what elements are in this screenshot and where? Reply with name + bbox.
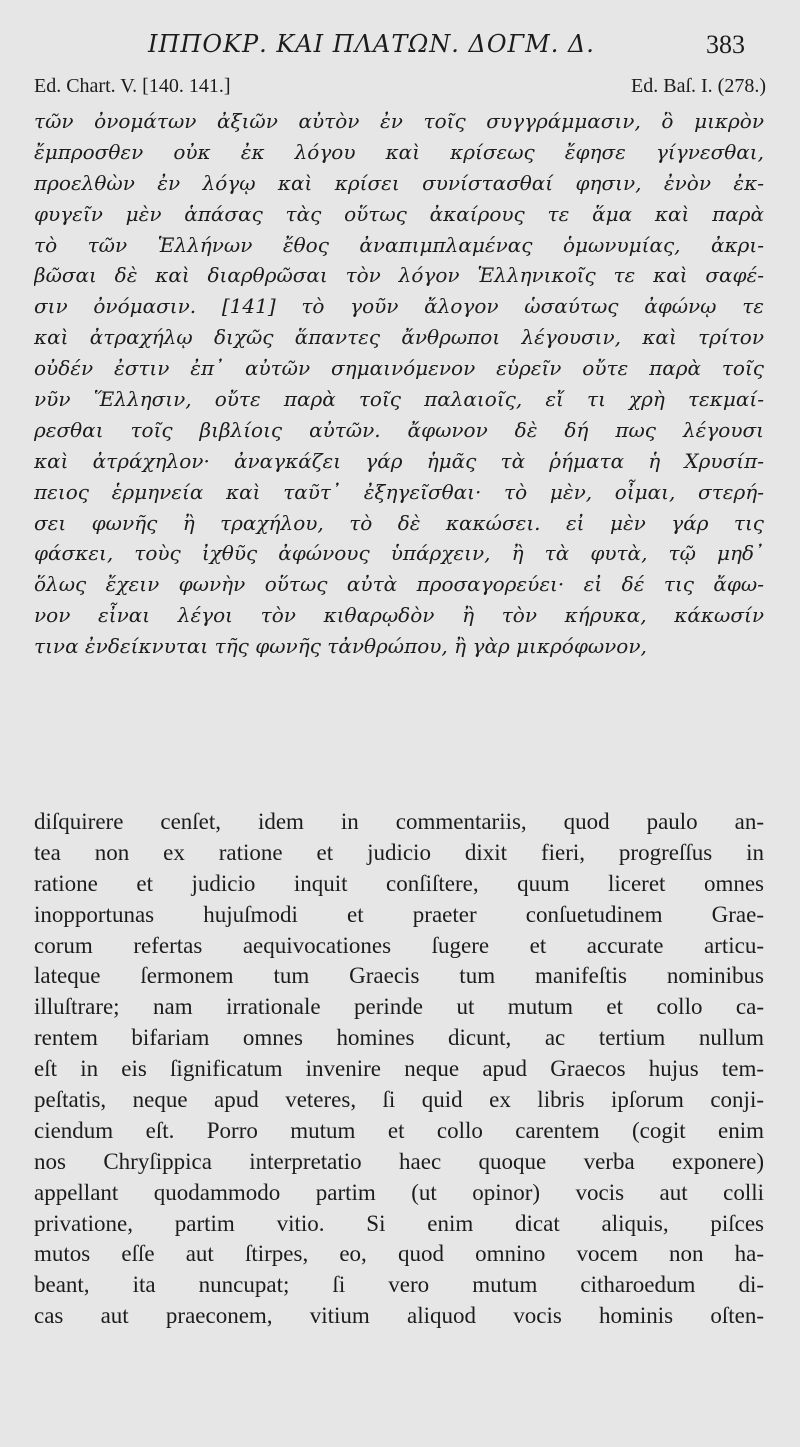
greek-text-line: πειος ἑρμηνεία καὶ ταῦτ᾽ ἐξηγεῖσθαι· τὸ μὲν, οἶμαι, στερή- <box>34 479 764 504</box>
latin-text-line: illuſtrare; nam irrationale perinde ut mutum et collo ca- <box>34 994 764 1020</box>
latin-text-line: diſquirere cenſet, idem in commentariis, quod paulo an- <box>34 809 764 834</box>
latin-text-line: privatione, partim vitio. Si enim dicat aliquis, piſces <box>34 1210 764 1236</box>
latin-text-block <box>34 807 764 1332</box>
greek-text-line: οὐδέν ἐστιν ἐπ᾽ αὐτῶν σημαινόμενον εὑρεῖν οὔτε παρὰ τοῖς <box>34 356 764 381</box>
greek-text-line: σει φωνῆς ἢ τραχήλου, τὸ δὲ κακώσει. εἰ μὲν γάρ τις <box>34 510 764 535</box>
latin-text-line: beant, ita nuncupat; ſi vero mutum citharoedum di- <box>34 1272 764 1298</box>
latin-text-line: peſtatis, neque apud veteres, ſi quid ex libris ipſorum conji- <box>34 1087 764 1113</box>
greek-text-line: ὅλως ἔχειν φωνὴν οὕτως αὐτὰ προσαγορεύει· εἰ δέ τις ἄφω- <box>34 572 764 597</box>
greek-text-line: ρεσθαι τοῖς βιβλίοις αὐτῶν. ἄφωνον δὲ δή πως λέγουσι <box>34 417 764 442</box>
greek-text-line: ἔμπροσθεν οὐκ ἐκ λόγου καὶ κρίσεως ἔφησε γίγνεσθαι, <box>34 139 764 164</box>
greek-text-line: καὶ ἀτράχηλον· ἀναγκάζει γάρ ἡμᾶς τὰ ῥήματα ἡ Χρυσίπ- <box>34 448 764 473</box>
page-number: 383 <box>706 30 745 59</box>
latin-text-line: lateque ſermonem tum Graecis tum manifeſtis nominibus <box>34 963 764 989</box>
greek-text-line: σιν ὀνόμασιν. [141] τὸ γοῦν ἄλογον ὡσαύτως ἀφώνῳ τε <box>34 294 764 319</box>
latin-text-line: nos Chryſippica interpretatio haec quoque verba exponere) <box>34 1148 764 1174</box>
edition-reference-left: Ed. Chart. V. [140. 141.] <box>34 75 231 97</box>
latin-text-line: cas aut praeconem, vitium aliquod vocis hominis oſten- <box>34 1303 764 1329</box>
greek-text-line: βῶσαι δὲ καὶ διαρθρῶσαι τὸν λόγον Ἑλληνικοῖς τε καὶ σαφέ- <box>34 263 764 288</box>
greek-text-line: προελθὼν ἐν λόγῳ καὶ κρίσει συνίστασθαί φησιν, ἐνὸν ἐκ- <box>34 170 764 195</box>
edition-reference-right: Ed. Baſ. I. (278.) <box>631 75 766 97</box>
latin-text-line: eſt in eis ſignificatum invenire neque apud Graecos hujus tem- <box>34 1056 764 1082</box>
greek-text-line: τινα ἐνδείκνυται τῆς φωνῆς τἀνθρώπου, ἢ γὰρ μικρόφωνον, <box>34 634 647 659</box>
greek-text-line: τὸ τῶν Ἑλλήνων ἔθος ἀναπιμπλαμένας ὁμωνυμίας, ἀκρι- <box>34 232 764 257</box>
greek-text-line: νῦν Ἕλλησιν, οὔτε παρὰ τοῖς παλαιοῖς, εἴ τι χρὴ τεκμαί- <box>34 387 764 412</box>
greek-text-line: νον εἶναι λέγοι τὸν κιθαρῳδὸν ἢ τὸν κήρυκα, κάκωσίν <box>34 603 764 628</box>
running-head: ΙΠΠΟΚΡ. ΚΑΙ ΠΛΑΤΩΝ. ΔΟΓΜ. Δ. <box>148 30 595 58</box>
latin-text-line: corum refertas aequivocationes ſugere et accurate articu- <box>34 932 764 958</box>
greek-text-line: καὶ ἀτραχήλῳ διχῶς ἅπαντες ἄνθρωποι λέγουσιν, καὶ τρίτον <box>34 325 764 350</box>
latin-text-line: rentem bifariam omnes homines dicunt, ac tertium nullum <box>34 1025 764 1051</box>
latin-text-line: inopportunas hujuſmodi et praeter conſuetudinem Grae- <box>34 901 764 927</box>
greek-text-block <box>34 106 764 662</box>
greek-text-line: φάσκει, τοὺς ἰχθῦς ἀφώνους ὑπάρχειν, ἢ τὰ φυτὰ, τῷ μηδ᾽ <box>34 541 764 566</box>
latin-text-line: appellant quodammodo partim (ut opinor) vocis aut colli <box>34 1179 764 1205</box>
latin-text-line: ratione et judicio inquit conſiſtere, quum liceret omnes <box>34 870 764 896</box>
latin-text-line: ciendum eſt. Porro mutum et collo carentem (cogit enim <box>34 1117 764 1143</box>
greek-text-line: τῶν ὀνομάτων ἀξιῶν αὐτὸν ἐν τοῖς συγγράμμασιν, ὃ μικρὸν <box>34 109 764 133</box>
greek-text-line: φυγεῖν μὲν ἁπάσας τὰς οὕτως ἀκαίρους τε ἅμα καὶ παρὰ <box>34 201 764 226</box>
latin-text-line: mutos eſſe aut ſtirpes, eo, quod omnino vocem non ha- <box>34 1241 764 1267</box>
latin-text-line: tea non ex ratione et judicio dixit fieri, progreſſus in <box>34 839 764 865</box>
